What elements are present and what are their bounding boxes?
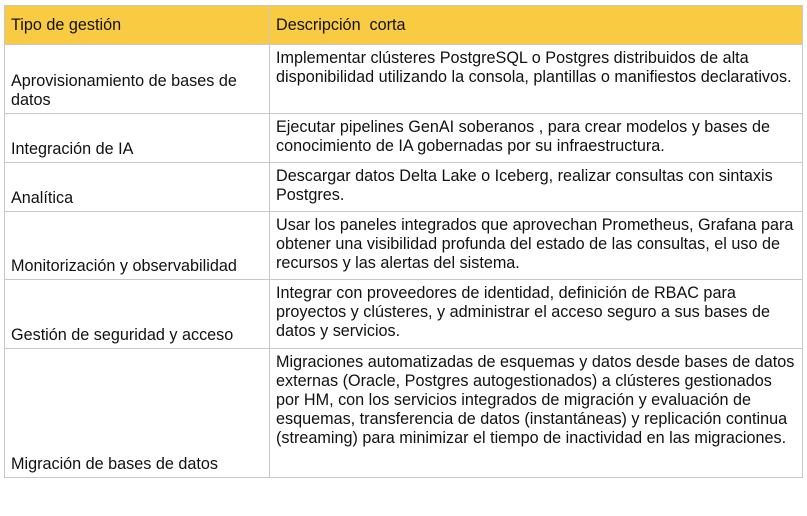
description-cell: Migraciones automatizadas de esquemas y datos desde bases de datos externas (Oracle, Postgres autogestionados) a clústeres gestionados por HM, con los servicios integrados de migración y evaluación de esquemas, transferencia de datos (instantáneas) y replicación continua (streaming) para minimizar el tiempo de inactividad en las migraciones. <box>270 349 803 478</box>
description-cell: Implementar clústeres PostgreSQL o Postgres distribuidos de alta disponibilidad utilizando la consola, plantillas o manifiestos declarativos. <box>270 45 803 114</box>
table-row <box>5 114 803 163</box>
management-types-table <box>4 5 803 478</box>
column-header-type: Tipo de gestión <box>5 6 270 45</box>
table-row <box>5 45 803 114</box>
description-cell: Integrar con proveedores de identidad, definición de RBAC para proyectos y clústeres, y administrar el acceso seguro a sus bases de datos y servicios. <box>270 280 803 349</box>
table-row <box>5 212 803 280</box>
type-cell: Analítica <box>5 163 270 212</box>
table-row <box>5 163 803 212</box>
type-cell: Monitorización y observabilidad <box>5 212 270 280</box>
type-cell: Aprovisionamiento de bases de datos <box>5 45 270 114</box>
description-cell: Usar los paneles integrados que aprovechan Prometheus, Grafana para obtener una visibilidad profunda del estado de las consultas, el uso de recursos y las alertas del sistema. <box>270 212 803 280</box>
description-cell: Ejecutar pipelines GenAI soberanos , para crear modelos y bases de conocimiento de IA gobernadas por su infraestructura. <box>270 114 803 163</box>
table-row <box>5 280 803 349</box>
table-row <box>5 349 803 478</box>
type-cell: Gestión de seguridad y acceso <box>5 280 270 349</box>
column-header-description: Descripción corta <box>270 6 803 45</box>
table-header-row <box>5 6 803 45</box>
type-cell: Migración de bases de datos <box>5 349 270 478</box>
description-cell: Descargar datos Delta Lake o Iceberg, realizar consultas con sintaxis Postgres. <box>270 163 803 212</box>
type-cell: Integración de IA <box>5 114 270 163</box>
